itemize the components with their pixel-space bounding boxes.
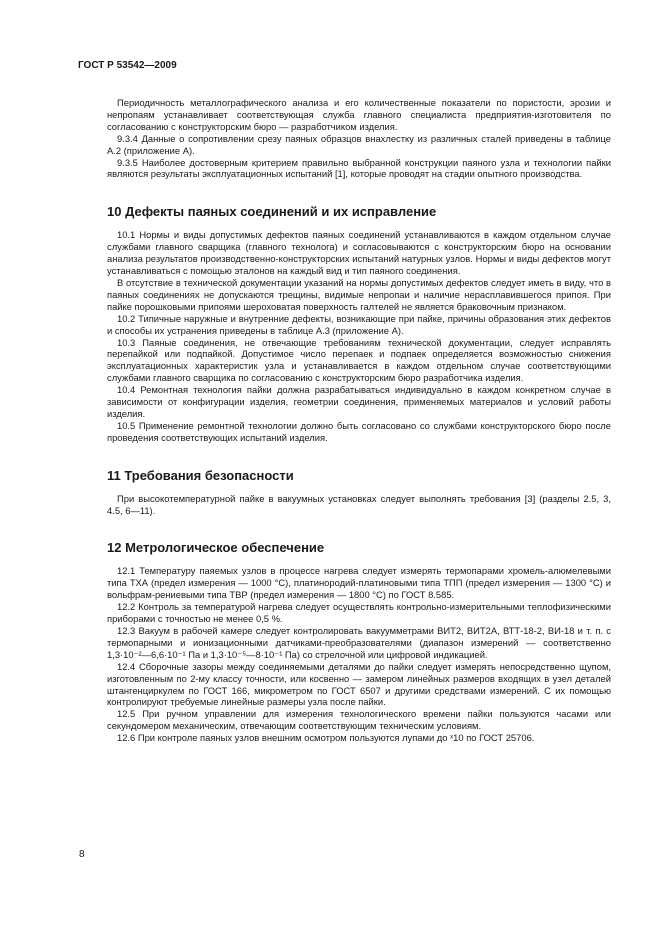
section-heading: 10 Дефекты паяных соединений и их исправление — [107, 204, 437, 220]
paragraph: 9.3.5 Наиболее достоверным критерием правильно выбранной конструкции паяного узла и технологии пайки являются результаты эксплуатационных испытаний [1], которые проводят на стадии опытного производства. — [107, 156, 611, 180]
page-content — [107, 97, 611, 744]
paragraph: При высокотемпературной пайке в вакуумных установках следует выполнять требования [3] (разделы 2.5, 3, 4.5, 6—11). — [107, 492, 611, 516]
section-heading: 11 Требования безопасности — [107, 467, 294, 483]
paragraph: 10.1 Нормы и виды допустимых дефектов паяных соединений устанавливаются в каждом отдельном случае службами главного сварщика (главного технолога) и согласовываются с конструкторским бюро на основании анализа результатов производственно-конструкторских испытаний натурных узлов. Нормы и виды дефектов могут устанавливаться с помощью эталонов на каждый вид и тип паяного соединения. — [107, 229, 611, 277]
paragraph: Периодичность металлографического анализа и его количественные показатели по пористости, эрозии и непропаям устанавливает соответствующая служба главного специалиста предприятия-изготовителя по согласованию с конструкторским бюро — разработчиком изделия. — [107, 97, 611, 132]
paragraph: 10.4 Ремонтная технология пайки должна разрабатываться индивидуально в каждом конкретном случае в зависимости от конфигурации изделия, геометрии соединения, применяемых материалов и условий работы изделия. — [107, 384, 611, 419]
page-number: 8 — [79, 849, 85, 860]
paragraph: 12.2 Контроль за температурой нагрева следует осуществлять контрольно-измерительными теплофизическими приборами с точностью не менее 0,5 %. — [107, 601, 611, 625]
paragraph: 10.2 Типичные наружные и внутренние дефекты, возникающие при пайке, причины образования этих дефектов и способы их устранения приведены в таблице А.3 (приложение А). — [107, 312, 611, 336]
paragraph: 10.5 Применение ремонтной технологии должно быть согласовано со службами конструкторского бюро после проведения соответствующих испытаний изделия. — [107, 419, 611, 443]
paragraph: 12.5 При ручном управлении для измерения технологического времени пайки пользуются часами или секундомером механическим, отвечающим соответствующим техническим условиям. — [107, 708, 611, 732]
paragraph: 12.6 При контроле паяных узлов внешним осмотром пользуются лупами до ˣ10 по ГОСТ 25706. — [117, 732, 535, 744]
paragraph: В отсутствие в технической документации указаний на нормы допустимых дефектов следует иметь в виду, что в паяных соединениях не допускаются трещины, видимые непропаи и наличие нерасплавившегося припоя. При пайке порошковыми припоями шероховатая поверхность галтелей не является браковочным признаком. — [107, 276, 611, 312]
section-heading: 12 Метрологическое обеспечение — [107, 540, 325, 556]
paragraph: 10.3 Паяные соединения, не отвечающие требованиям технической документации, следует исправлять перепайкой или подпайкой. Допустимое число перепаек и подпаек определяется возможностью снижения эксплуатационных характеристик узла и устанавливается в каждом отдельном случае соответствующими службами главного сварщика по согласованию с конструкторским бюро разработчика изделия. — [107, 336, 611, 384]
paragraph: 12.4 Сборочные зазоры между соединяемыми деталями до пайки следует измерять непосредственно щупом, изготовленным по 2-му классу точности, или косвенно — замером линейных размеров входящих в узел деталей штангенциркулем по ГОСТ 166, микрометром по ГОСТ 6507 и другими средствами измерений. С их помощью контролируют требуемые линейные размеры узла после пайки. — [107, 660, 611, 708]
paragraph: 12.1 Температуру паяемых узлов в процессе нагрева следует измерять термопарами хромель-алюмелевыми типа ТХА (предел измерения — 1000 °С), платинородий-платиновыми типа ТПП (предел измерения — 1300 °С) и вольфрам-рениевыми типа ТВР (предел измерения — 1800 °С) по ГОСТ 8.585. — [107, 565, 611, 601]
paragraph: 9.3.4 Данные о сопротивлении срезу паяных образцов внахлестку из различных сталей приведены в таблице А.2 (приложение А). — [107, 132, 611, 156]
standard-header: ГОСТ Р 53542—2009 — [78, 60, 177, 71]
paragraph: 12.3 Вакуум в рабочей камере следует контролировать вакуумметрами ВИТ2, ВИТ2А, ВТТ-18-2, ВИ-18 и т. п. с термопарными и ионизационными датчиками-преобразователями (диапазон измерений — соответственно 1,3·10⁻²—6,6·10⁻¹ Па и 1,3·10⁻⁵—8·10⁻¹ Па) со стрелочной или цифровой индикацией. — [107, 625, 611, 660]
